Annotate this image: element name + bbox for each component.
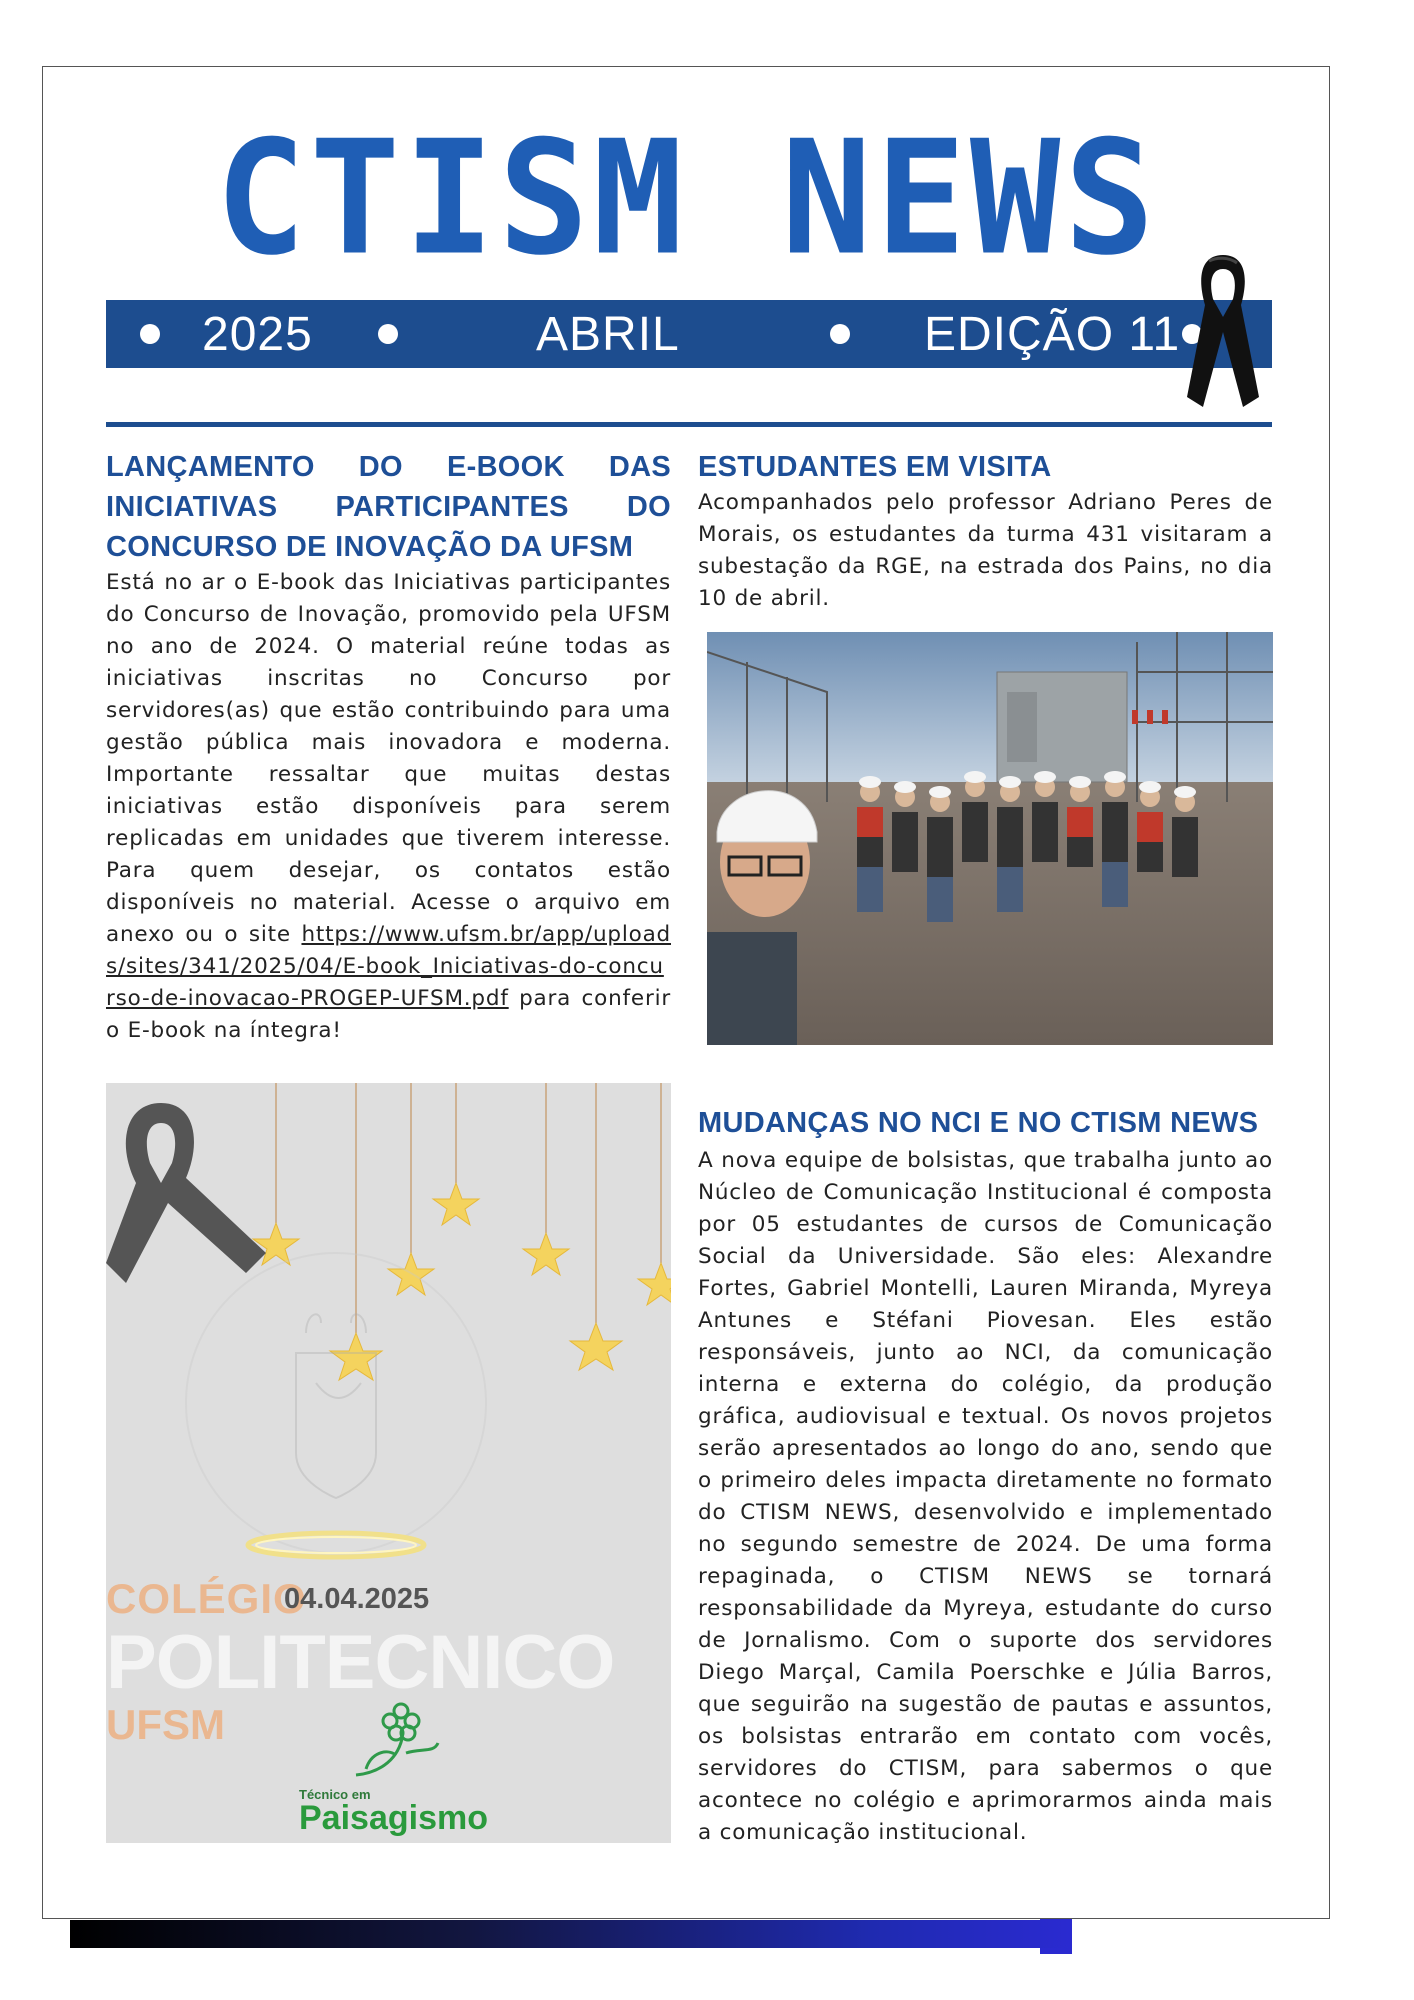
memorial-date: 04.04.2025 <box>284 1583 430 1615</box>
school-name-line1: COLÉGIO <box>106 1575 307 1622</box>
article-changes-body: A nova equipe de bolsistas, que trabalha junto ao Núcleo de Comunicação Institucional é composta por 05 estudantes de cursos de Comunicação Social da Universidade. São eles: Alexandre Fortes, Gabriel Montelli, Lauren Miranda, Myreya Antunes e Stéfani Piovesan. Eles estão responsáveis, junto ao NCI, da comunicação interna e externa do colégio, da produção gráfica, audiovisual e textual. Os novos projetos serão apresentados ao longo do ano, sendo que o primeiro deles impacta diretamente no formato do CTISM NEWS, desenvolvido e implementado no segundo semestre de 2024. De uma forma repaginada, o CTISM NEWS se tornará responsabilidade da Myreya, estudante do curso de Jornalismo. Com o suporte dos servidores Diego Marçal, Camila Poerschke e Júlia Barros, que seguirão na sugestão de pautas e assuntos, os bolsistas entrarão em contato com vocês, servidores do CTISM, para sabermos o que acontece no colégio e aprimorarmos ainda mais a comunicação institucional. <box>698 1148 1273 1845</box>
bullet-dot <box>378 324 398 344</box>
star-icon <box>253 1183 671 1380</box>
section-divider <box>106 422 1272 427</box>
group-photo <box>707 632 1273 1045</box>
bullet-dot <box>140 324 160 344</box>
article-ebook-text: Está no ar o E-book das Iniciativas participantes do Concurso de Inovação, promovido pela UFSM no ano de 2024. O material reúne todas as iniciativas inscritas no Concurso por servidores(as) que estão contribuindo para uma gestão pública mais inovadora e moderna. Importante ressaltar que muitas destas iniciativas estão disponíveis para serem replicadas em unidades que tiverem interesse. Para quem desejar, os contatos estão disponíveis no material. Acesse o arquivo em anexo ou o site <box>106 570 671 947</box>
ebook-link[interactable]: https://www.ufsm.br/app/uploads/sites/341/2025/04/E-book_Iniciativas-do-concurso-de-inovacao-PROGEP-UFSM.pdf <box>106 922 671 1011</box>
edition-month: ABRIL <box>536 308 680 361</box>
article-visit-heading: ESTUDANTES EM VISITA <box>698 451 1052 483</box>
page-shadow-bottom <box>70 1920 1070 1948</box>
course-small-label: Técnico em <box>299 1787 371 1802</box>
article-visit <box>698 447 1273 615</box>
edition-band <box>106 300 1272 368</box>
course-name: Paisagismo <box>299 1799 488 1837</box>
edition-year: 2025 <box>202 308 313 361</box>
mourning-ribbon-icon <box>1183 247 1263 417</box>
school-name-line3: UFSM <box>106 1701 225 1748</box>
article-ebook <box>106 447 671 1047</box>
flower-logo-icon <box>346 1693 446 1788</box>
article-ebook-heading: LANÇAMENTO DO E-BOOK DAS INICIATIVAS PARTICIPANTES DO CONCURSO DE INOVAÇÃO DA UFSM <box>106 451 671 563</box>
article-visit-body: Acompanhados pelo professor Adriano Peres de Morais, os estudantes da turma 431 visitaram a subestação da RGE, na estrada dos Pains, no dia 10 de abril. <box>698 490 1273 611</box>
article-changes-heading: MUDANÇAS NO NCI E NO CTISM NEWS <box>698 1107 1259 1139</box>
masthead-title: CTISM NEWS <box>215 107 1159 291</box>
article-changes <box>698 1103 1273 1849</box>
bullet-dot <box>830 324 850 344</box>
coat-of-arms-icon <box>186 1253 486 1553</box>
edition-number: EDIÇÃO 11 <box>924 308 1181 361</box>
article-ebook-body <box>106 567 671 1047</box>
newsletter-page <box>42 66 1330 1919</box>
school-name-line2: POLITECNICO <box>106 1620 615 1705</box>
memorial-card-image <box>106 1083 671 1843</box>
article-ebook-text-end: para conferir o E-book na íntegra! <box>106 986 672 1043</box>
